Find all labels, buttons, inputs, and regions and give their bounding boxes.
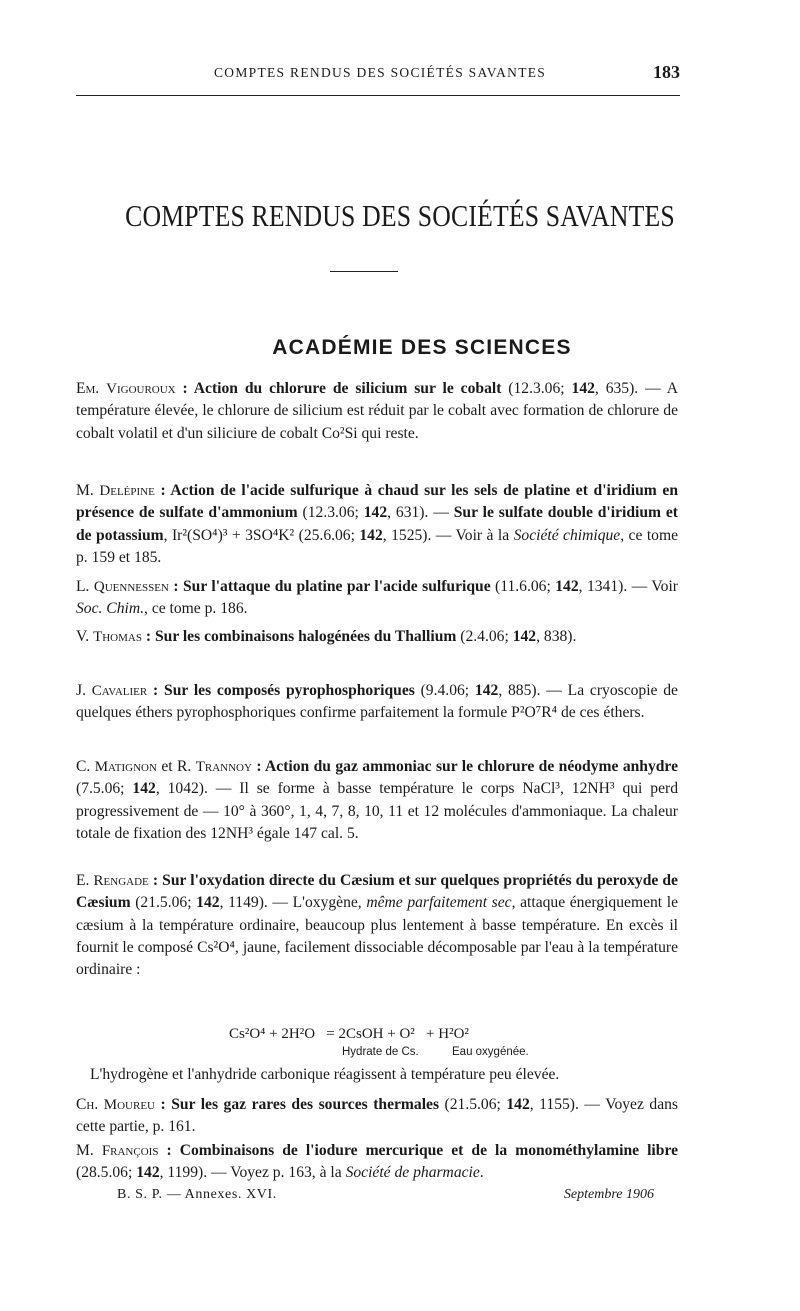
author-name: François [101, 1143, 159, 1159]
page-title: COMPTES RENDUS DES SOCIÉTÉS SAVANTES [125, 198, 675, 233]
author-name: Moureu [103, 1097, 155, 1113]
volume-number: 142 [512, 628, 537, 645]
entry-cavalier: J. Cavalier : Sur les composés pyrophosphoriques (9.4.06; 142, 885). — La cryoscopie de quelques éthers pyrophosphoriques confirme parfaitement la formule P²O⁷R⁴ de ces éthers. [76, 682, 678, 722]
equation-line: Cs²O⁴ + 2H²O = 2CsOH + O² + H²O² [229, 1026, 469, 1042]
title-rule [330, 271, 398, 272]
volume-number: 142 [474, 682, 499, 699]
entry-title: Sur l'oxydation directe du Cæsium et sur quelques propriétés du peroxyde de Cæsium [76, 872, 678, 912]
entry-title: Combinaisons de l'iodure mercurique et de la monométhylamine libre [179, 1142, 679, 1159]
entry-delepine: M. Delépine : Action de l'acide sulfurique à chaud sur les sels de platine et d'iridium en présence de sulfate d'ammonium (12.3.06; 142, 631). — Sur le sulfate double d'iridium et de potassium, Ir²(SO⁴)³ + 3SO⁴K² (25.6.06; 142, 1525). — Voir à la Société chimique, ce tome p. 159 et 185. [76, 482, 678, 566]
volume-number: 142 [196, 894, 220, 912]
author-name: Rengade [93, 873, 149, 889]
author-name: Delépine [99, 483, 155, 499]
page-number: 183 [653, 62, 680, 82]
journal-ref: Société chimique [513, 526, 621, 544]
author-name: Cavalier [91, 683, 148, 699]
header-rule [76, 95, 680, 96]
volume-number: 142 [506, 1096, 530, 1113]
journal-ref: Soc. Chim. [76, 600, 145, 618]
italic-phrase: même parfaitement sec [366, 894, 512, 912]
entry-moureu: Ch. Moureu : Sur les gaz rares des sources thermales (21.5.06; 142, 1155). — Voyez dans cette partie, p. 161. [76, 1096, 678, 1136]
entry-matignon-trannoy: C. Matignon et R. Trannoy : Action du gaz ammoniac sur le chlorure de néodyme anhydre (7.5.06; 142, 1042). — Il se forme à basse température le corps NaCl³, 12NH³ qui perd progressivement de — 10° à 360°, 1, 4, 7, 8, 10, 11 et 12 molécules d'ammoniaque. La chaleur totale de fixation des 12NH³ égale 147 cal. 5. [76, 758, 678, 842]
entry-title: Action de l'acide sulfurique à chaud sur les sels de platine et d'iridium en présence de sulfate d'ammonium [76, 482, 678, 522]
author-name: Thomas [93, 629, 142, 645]
footer-date: Septembre 1906 [563, 1187, 654, 1202]
entry-rengade: E. Rengade : Sur l'oxydation directe du Cæsium et sur quelques propriétés du peroxyde de Cæsium (21.5.06; 142, 1149). — L'oxygène, même parfaitement sec, attaque énergiquement le cæsium à la température ordinaire, beaucoup plus lentement à basse température. En excès il fournit le composé Cs²O⁴, jaune, facilement dissociable décomposable par l'eau à la température ordinaire : [76, 872, 679, 979]
volume-number: 142 [571, 380, 595, 397]
running-title: COMPTES RENDUS DES SOCIÉTÉS SAVANTES [214, 65, 547, 80]
page-footer [117, 1187, 654, 1209]
section-heading: ACADÉMIE DES SCIENCES [272, 336, 572, 359]
author-name: Trannoy [195, 759, 252, 775]
entry-vigouroux: Em. Vigouroux : Action du chlorure de silicium sur le cobalt (12.3.06; 142, 635). — A température élevée, le chlorure de silicium est réduit par le cobalt avec formation de chlorure de cobalt volatil et d'un siliciure de cobalt Co²Si qui reste. [76, 380, 678, 442]
running-header [76, 62, 680, 86]
footer-signature: B. S. P. — Annexes. XVI. [117, 1187, 277, 1202]
entry-title: Sur l'attaque du platine par l'acide sulfurique [182, 578, 491, 595]
entry-title: Sur les combinaisons halogénées du Thallium [154, 628, 457, 645]
entry-thomas: V. Thomas : Sur les combinaisons halogénées du Thallium (2.4.06; 142, 838). [76, 628, 577, 645]
author-name: Matignon [94, 759, 157, 775]
chemical-equation [0, 1026, 800, 1066]
author-name: Vigouroux [106, 381, 176, 397]
entry-francois: M. François : Combinaisons de l'iodure mercurique et de la monométhylamine libre (28.5.06; 142, 1199). — Voyez p. 163, à la Société de pharmacie. [76, 1142, 679, 1182]
volume-number: 142 [132, 780, 156, 798]
entry-title: Action du chlorure de silicium sur le cobalt [193, 380, 502, 397]
volume-number: 142 [363, 504, 388, 522]
entry-title-2: Sur le sulfate double d'iridium et de potassium [76, 504, 678, 544]
entry-title: Sur les gaz rares des sources thermales [171, 1096, 440, 1113]
equation-label: Eau oxygénée. [452, 1046, 529, 1058]
entry-quennessen: L. Quennessen : Sur l'attaque du platine par l'acide sulfurique (11.6.06; 142, 1341). — Voir Soc. Chim., ce tome p. 186. [76, 578, 678, 618]
volume-number: 142 [555, 578, 579, 595]
entry-title: Action du gaz ammoniac sur le chlorure de néodyme anhydre [265, 758, 678, 775]
paragraph-after-equation: L'hydrogène et l'anhydride carbonique réagissent à température peu élevée. [90, 1066, 560, 1083]
volume-number: 142 [136, 1164, 160, 1182]
journal-ref: Société de pharmacie [345, 1164, 480, 1182]
volume-number: 142 [359, 526, 383, 544]
author-name: Quennessen [93, 579, 169, 595]
equation-label: Hydrate de Cs. [342, 1046, 419, 1058]
entry-title: Sur les composés pyrophosphoriques [164, 682, 415, 699]
